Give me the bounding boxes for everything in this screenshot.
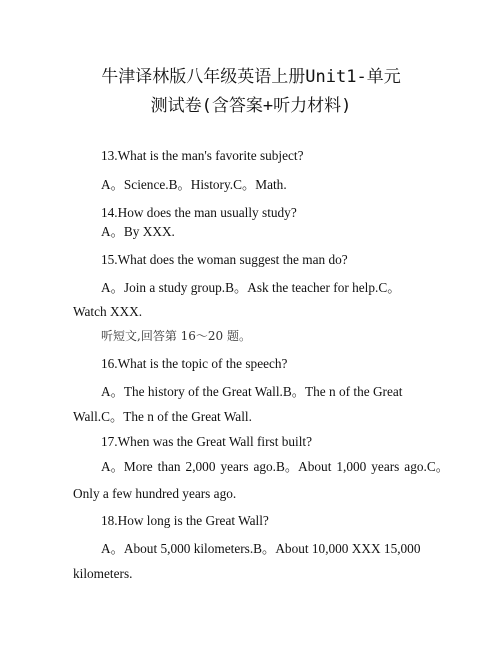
question-18: 18.How long is the Great Wall? <box>101 513 269 528</box>
document-title-line-2: 测试卷(含答案+听力材料) <box>150 96 352 116</box>
answer-word: than <box>157 459 181 474</box>
answer-options-13: A。Science.B。History.C。Math. <box>101 177 287 192</box>
answer-options-17-cont: Only a few hundred years ago. <box>73 486 237 501</box>
answer-word: years <box>220 459 249 474</box>
answer-options-18-cont: kilometers. <box>73 566 133 581</box>
answer-options-14: A。By XXX. <box>101 224 175 239</box>
section-instruction: 听短文,回答第 16～20 题。 <box>101 329 251 343</box>
answer-options-15: A。Join a study group.B。Ask the teacher for help.C。 <box>101 280 401 295</box>
answer-word: ago.B。About <box>253 459 332 474</box>
answer-word: ago.C。 <box>404 459 449 474</box>
answer-options-17 <box>101 458 449 476</box>
question-13: 13.What is the man's favorite subject? <box>101 148 304 163</box>
answer-options-15-cont: Watch XXX. <box>73 304 143 319</box>
answer-word: A。More <box>101 459 153 474</box>
question-15: 15.What does the woman suggest the man do? <box>101 252 348 267</box>
answer-word: years <box>371 459 400 474</box>
answer-word: 2,000 <box>185 459 216 474</box>
answer-options-16-cont: Wall.C。The n of the Great Wall. <box>73 409 252 424</box>
answer-word: 1,000 <box>336 459 367 474</box>
answer-options-18: A。About 5,000 kilometers.B。About 10,000 XXX 15,000 <box>101 541 421 556</box>
question-16: 16.What is the topic of the speech? <box>101 356 288 371</box>
document-title-line-1: 牛津译林版八年级英语上册Unit1-单元 <box>101 67 401 87</box>
question-17: 17.When was the Great Wall first built? <box>101 434 313 449</box>
answer-options-16: A。The history of the Great Wall.B。The n of the Great <box>101 384 403 399</box>
question-14: 14.How does the man usually study? <box>101 205 297 220</box>
